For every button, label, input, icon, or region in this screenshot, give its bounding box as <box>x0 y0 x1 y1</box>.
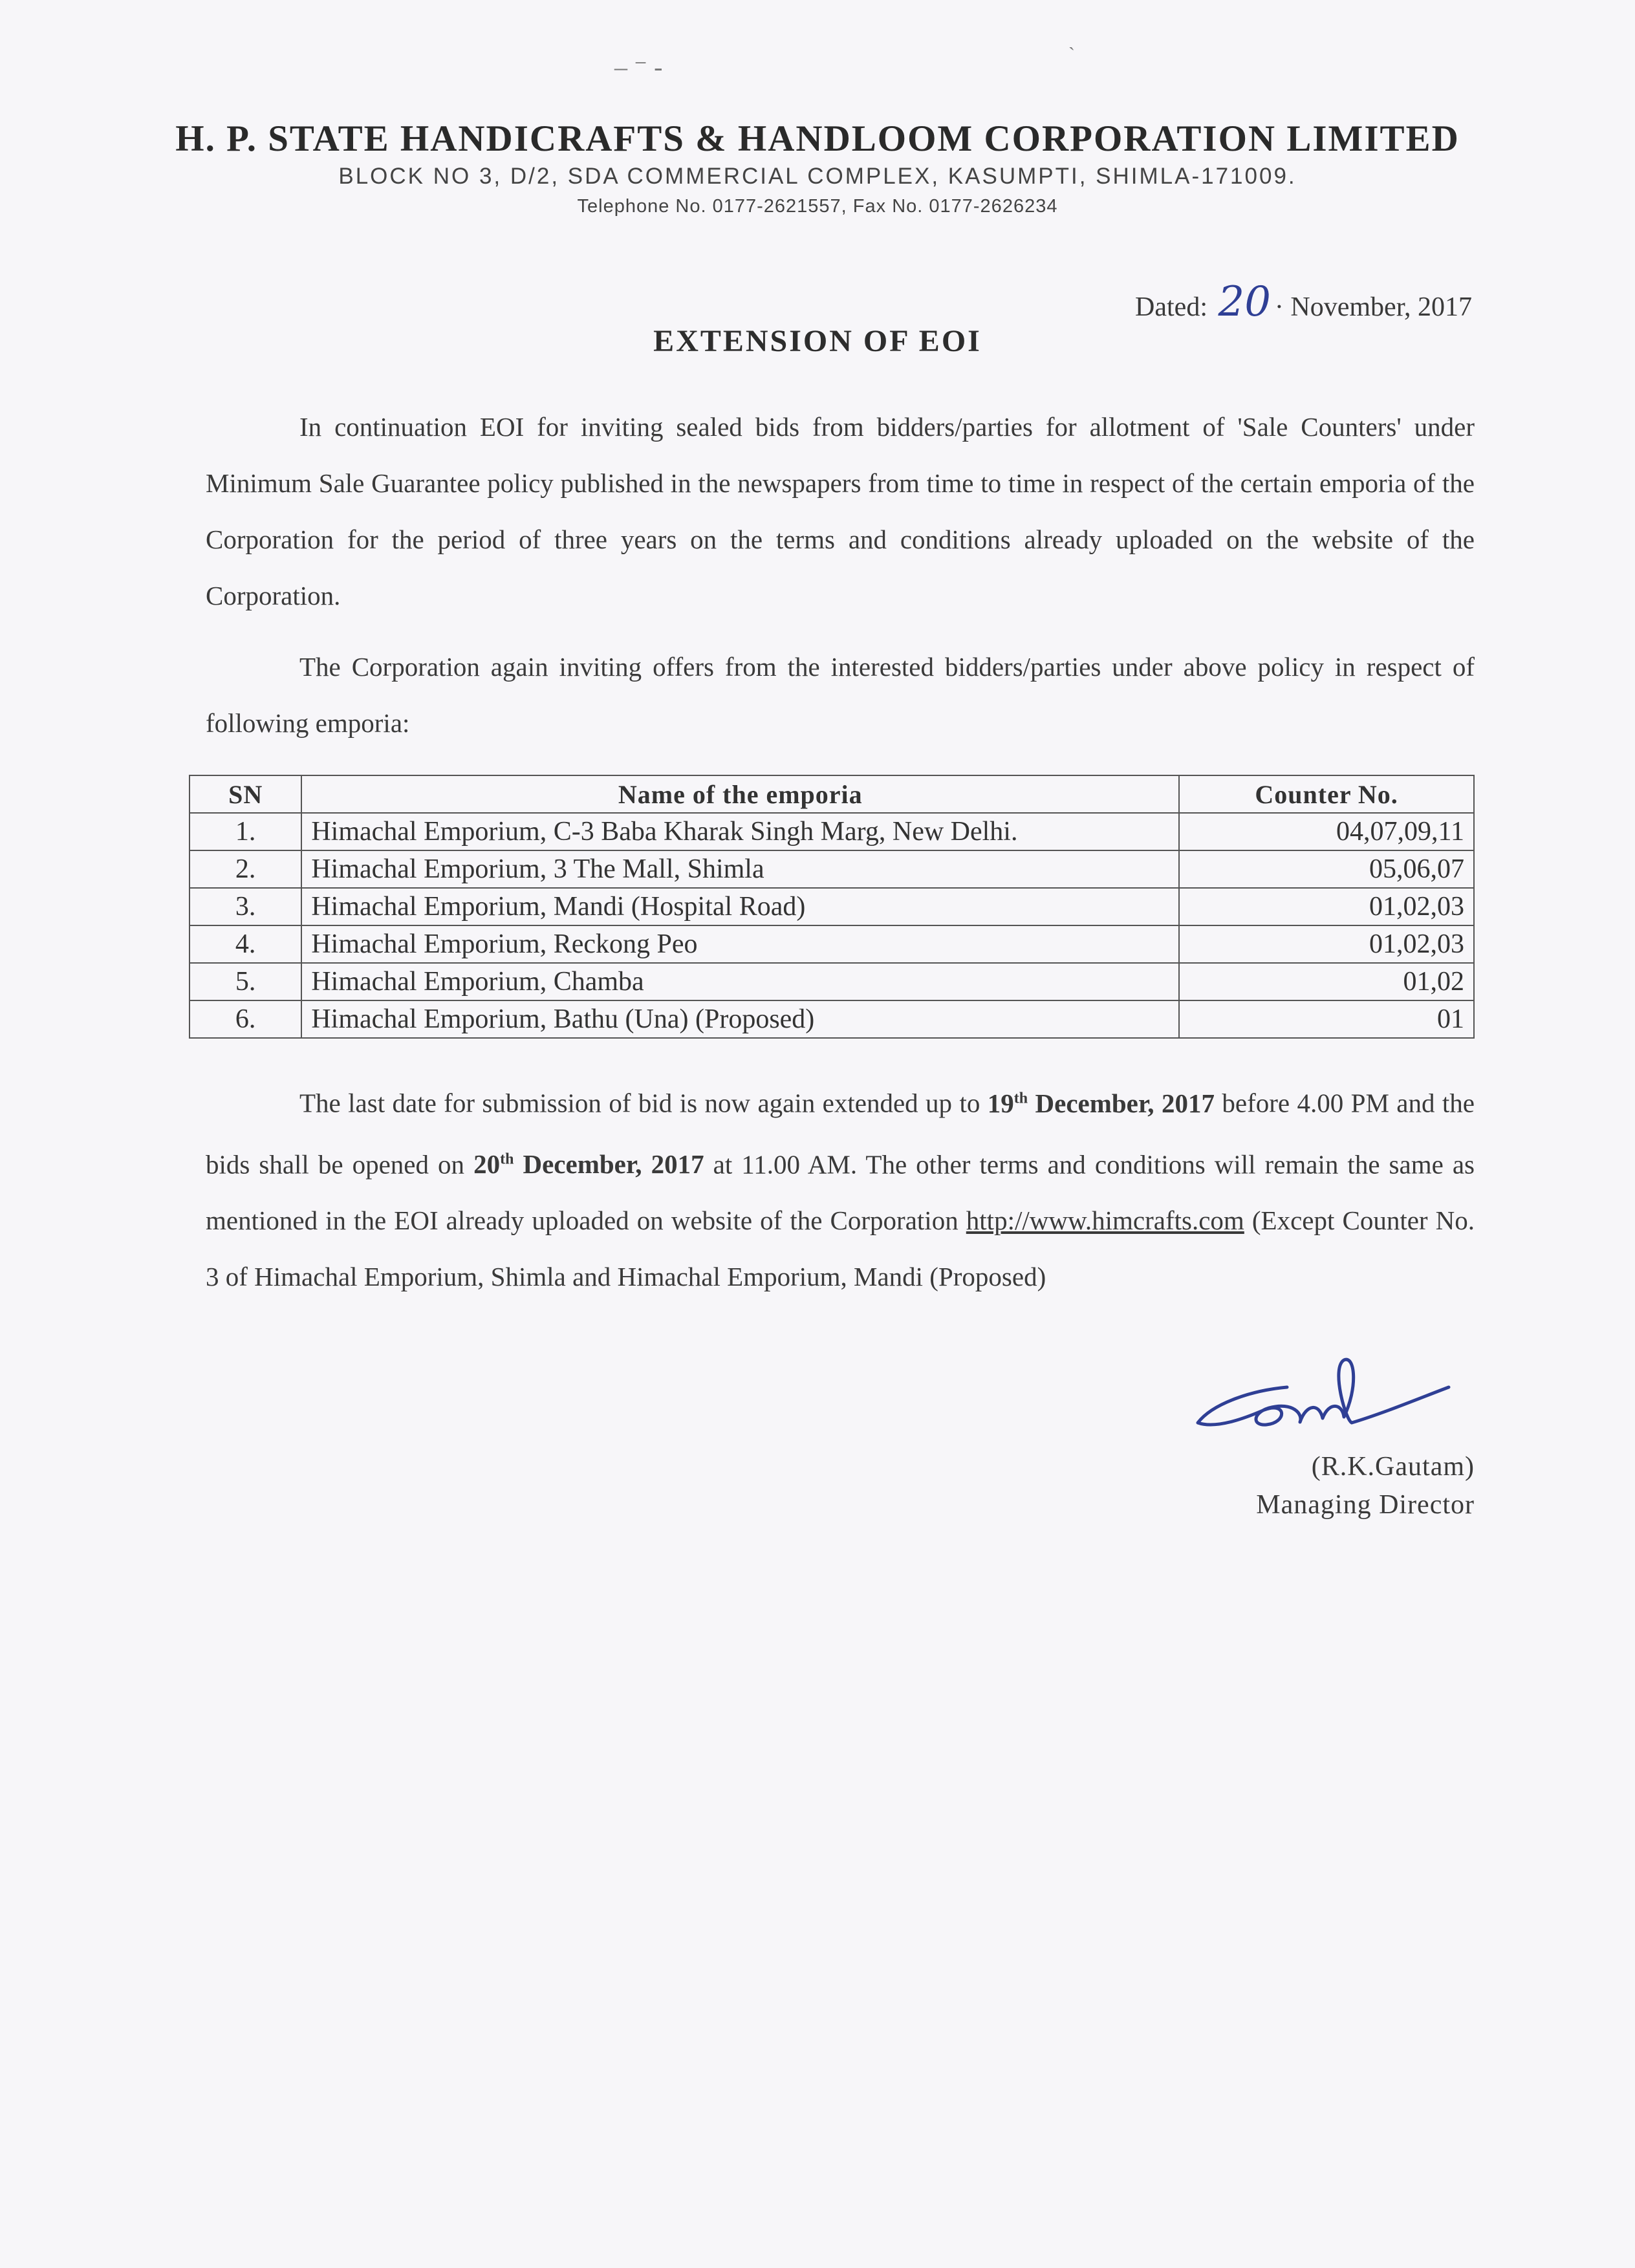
date-label: Dated: <box>1135 292 1207 322</box>
cell-name: Himachal Emporium, Reckong Peo <box>301 925 1179 963</box>
cell-sn: 2. <box>189 850 301 888</box>
cell-name: Himachal Emporium, Chamba <box>301 963 1179 1000</box>
cell-counter: 01,02,03 <box>1179 888 1474 925</box>
organization-name: H. P. STATE HANDICRAFTS & HANDLOOM CORPORATION LIMITED <box>175 118 1460 159</box>
opening-day-suffix: th <box>500 1150 514 1168</box>
submission-date <box>988 1088 1215 1118</box>
table-row <box>189 813 1474 850</box>
submission-day-suffix: th <box>1013 1090 1028 1107</box>
paragraph-invitation: The Corporation again inviting offers from the interested bidders/parties under above policy in respect of following emporia: <box>206 652 1475 738</box>
deadline-text-4: (Except Counter No. 3 of Himachal Emporium, Shimla and Himachal Emporium, Mandi (Proposed) <box>206 1205 1475 1292</box>
cell-sn: 1. <box>189 813 301 850</box>
paragraph-deadline <box>206 1070 1475 1305</box>
header-name: Name of the emporia <box>301 775 1179 813</box>
opening-month-year: December, 2017 <box>514 1149 704 1180</box>
cell-counter: 01 <box>1179 1000 1474 1038</box>
cell-sn: 5. <box>189 963 301 1000</box>
paragraph-continuation: In continuation EOI for inviting sealed bids from bidders/parties for allotment of 'Sale Counters' under Minimum Sale Guarantee policy published in the newspapers from time to time in respect of the certain emporia of the Corporation for the period of three years on the terms and conditions already uploaded on the website of the Corporation. <box>206 412 1475 610</box>
table-row <box>189 925 1474 963</box>
table-row <box>189 1000 1474 1038</box>
opening-day: 20 <box>473 1149 501 1180</box>
cell-sn: 4. <box>189 925 301 963</box>
submission-month-year: December, 2017 <box>1028 1088 1215 1118</box>
submission-day: 19 <box>987 1088 1014 1118</box>
table-row <box>189 888 1474 925</box>
cell-sn: 6. <box>189 1000 301 1038</box>
table-header-row <box>189 775 1474 813</box>
cell-counter: 05,06,07 <box>1179 850 1474 888</box>
cell-name: Himachal Emporium, 3 The Mall, Shimla <box>301 850 1179 888</box>
cell-counter: 04,07,09,11 <box>1179 813 1474 850</box>
scan-smudge: ‒ ⁻ ‐ <box>614 52 663 81</box>
signature-icon <box>1190 1342 1462 1452</box>
cell-name: Himachal Emporium, Bathu (Una) (Proposed) <box>301 1000 1179 1038</box>
website-link[interactable]: http://www.himcrafts.com <box>966 1205 1244 1236</box>
signatory-name: (R.K.Gautam) <box>1311 1452 1475 1482</box>
opening-date <box>473 1149 704 1179</box>
cell-counter: 01,02,03 <box>1179 925 1474 963</box>
deadline-text-3: at 11.00 AM. The other terms and conditions will remain the same as mentioned in the EOI already uploaded on website of the Corporation <box>206 1149 1475 1236</box>
table-row <box>189 963 1474 1000</box>
organization-address: BLOCK NO 3, D/2, SDA COMMERCIAL COMPLEX, KASUMPTI, SHIMLA-171009. <box>338 164 1297 189</box>
date-line <box>1135 278 1472 326</box>
deadline-text-1: The last date for submission of bid is now again extended up to <box>299 1088 988 1118</box>
document-title: EXTENSION OF EOI <box>653 324 982 358</box>
cell-name: Himachal Emporium, Mandi (Hospital Road) <box>301 888 1179 925</box>
date-handwritten-day: 20 <box>1218 278 1271 326</box>
table-row <box>189 850 1474 888</box>
deadline-text-2: before 4.00 PM and the bids shall be opened on <box>206 1088 1475 1180</box>
cell-name: Himachal Emporium, C-3 Baba Kharak Singh Marg, New Delhi. <box>301 813 1179 850</box>
organization-telephone: Telephone No. 0177-2621557, Fax No. 0177-2626234 <box>577 196 1058 217</box>
signatory-designation: Managing Director <box>1256 1490 1475 1520</box>
date-rest: · November, 2017 <box>1274 292 1472 322</box>
emporia-table <box>189 775 1475 1039</box>
header-sn: SN <box>189 775 301 813</box>
cell-counter: 01,02 <box>1179 963 1474 1000</box>
cell-sn: 3. <box>189 888 301 925</box>
scan-speck: ˏ <box>1068 29 1075 50</box>
header-counter: Counter No. <box>1179 775 1474 813</box>
